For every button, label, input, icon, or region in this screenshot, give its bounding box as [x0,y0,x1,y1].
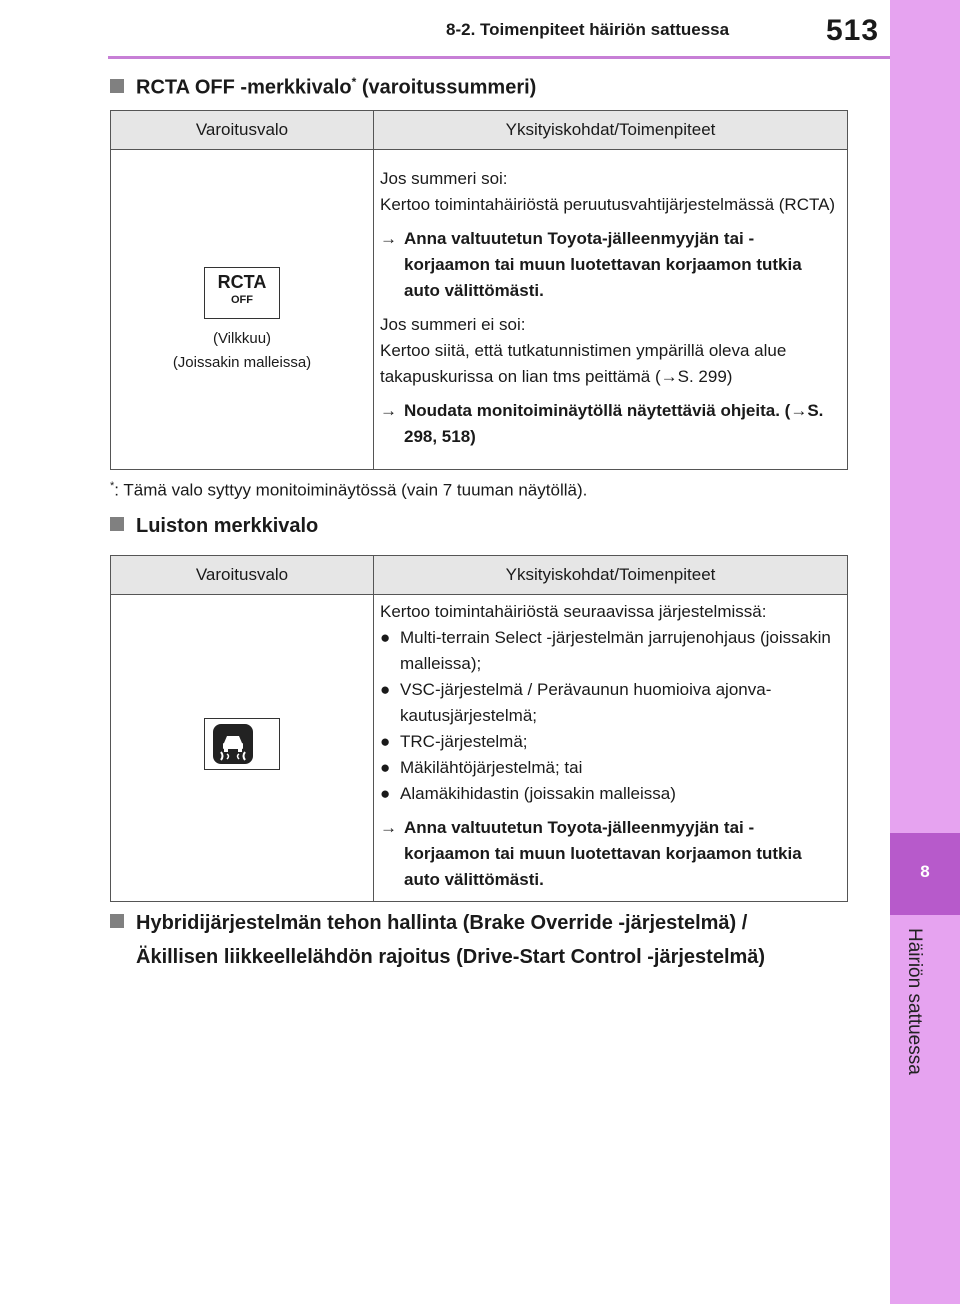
details-cell [374,595,848,902]
chapter-label: Häiriön sattuessa [904,928,925,1075]
bullet-icon: ● [380,732,391,751]
table-row [111,150,848,470]
description-part: Kertoo siitä, että tutkatunnistimen ympärillä oleva alue takapuskurissa on lian tms peittämä ( [380,340,787,386]
arrow-right-icon: → [660,366,678,386]
square-bullet-icon [110,79,124,93]
section-header-title: 8-2. Toimenpiteet häiriön sattuessa [446,20,730,39]
header-divider [108,56,890,59]
action-text [380,815,839,893]
footnote-marker: * [110,480,115,492]
column-header-details: Yksityiskohdat/Toimenpiteet [374,111,848,150]
description-text: Kertoo toimintahäiriöstä seuraavissa järjestelmissä: [380,602,767,621]
heading-text: Äkillisen liikkeellelähdön rajoitus (Drive-Start Control -järjestelmä) [136,946,766,968]
page-number: 513 [826,14,880,47]
bullet-icon: ● [380,680,391,699]
footnote [110,480,587,501]
icon-caption-blink: (Vilkkuu) [212,329,272,347]
list-item-text: Alamäkihidastin (joissakin malleissa) [400,784,676,803]
rcta-off-indicator-icon [204,267,280,319]
page-reference: S. 299) [677,366,733,386]
square-bullet-icon [110,914,124,928]
heading-suffix: (varoitussummeri) [356,76,537,99]
square-bullet-icon [110,517,124,531]
action-label: Noudata monitoiminäytöllä näytettäviä ohjeita. ( [404,400,791,420]
arrow-right-icon: → [790,400,808,420]
table-row [111,595,848,902]
arrow-right-icon: → [380,818,397,837]
description-text [380,338,839,390]
action-label: Anna valtuutetun Toyota-jälleenmyyjän tai -korjaamon tai muun luotettavan korjaamon tutkia auto välittömästi. [404,818,802,889]
heading-text: RCTA OFF -merkkivalo [136,76,352,99]
rcta-icon-text: RCTA [217,271,267,292]
list-item [380,755,839,781]
heading-text: Hybridijärjestelmän tehon hallinta (Brake Override -järjestelmä) / [136,912,748,934]
description-text: Kertoo toimintahäiriöstä peruutusvahtijärjestelmässä (RCTA) [380,194,836,214]
condition-text: Jos summeri ei soi: [380,314,526,334]
table-header-row [111,556,848,595]
section-heading-hybrid [110,906,876,974]
icon-caption-models: (Joissakin malleissa) [172,353,312,371]
column-header-warning-light: Varoitusvalo [111,111,374,150]
warning-light-cell [111,150,374,470]
page-reference: S. 298, 518) [404,400,824,446]
bullet-icon: ● [380,758,391,777]
chapter-number: 8 [920,862,930,881]
list-item-text: VSC-järjestelmä / Perävaunun huomioiva ajonva-kautusjärjestelmä; [400,680,772,725]
slip-warning-table [110,555,848,902]
chapter-side-tab [890,0,960,1304]
footnote-text: : Tämä valo syttyy monitoiminäytössä (vain 7 tuuman näytöllä). [114,480,588,500]
rcta-warning-table [110,110,848,470]
action-text [380,226,839,304]
list-item [380,677,839,729]
bullet-icon: ● [380,628,391,647]
condition-text: Jos summeri soi: [380,168,508,188]
footnote-marker: * [351,75,357,89]
warning-light-cell [111,595,374,902]
arrow-right-icon: → [380,400,397,420]
details-cell [374,150,848,470]
list-item [380,729,839,755]
action-label: Anna valtuutetun Toyota-jälleenmyyjän tai -korjaamon tai muun luotettavan korjaamon tutkia auto välittömästi. [404,228,802,300]
table-header-row [111,111,848,150]
action-text [380,398,839,450]
arrow-right-icon: → [380,228,397,248]
list-item [380,781,839,807]
systems-list [380,625,839,807]
list-item-text: TRC-järjestelmä; [400,732,528,751]
list-item-text: Mäkilähtöjärjestelmä; tai [400,758,583,777]
section-heading-slip [110,510,318,542]
column-header-details: Yksityiskohdat/Toimenpiteet [374,556,848,595]
section-heading-rcta [110,66,536,104]
rcta-icon-subtext: OFF [231,293,253,306]
bullet-icon: ● [380,784,391,803]
slip-indicator-icon [204,718,280,770]
column-header-warning-light: Varoitusvalo [111,556,374,595]
list-item-text: Multi-terrain Select -järjestelmän jarrujenohjaus (joissakin malleissa); [400,628,831,673]
heading-text: Luiston merkkivalo [136,515,319,537]
list-item [380,625,839,677]
